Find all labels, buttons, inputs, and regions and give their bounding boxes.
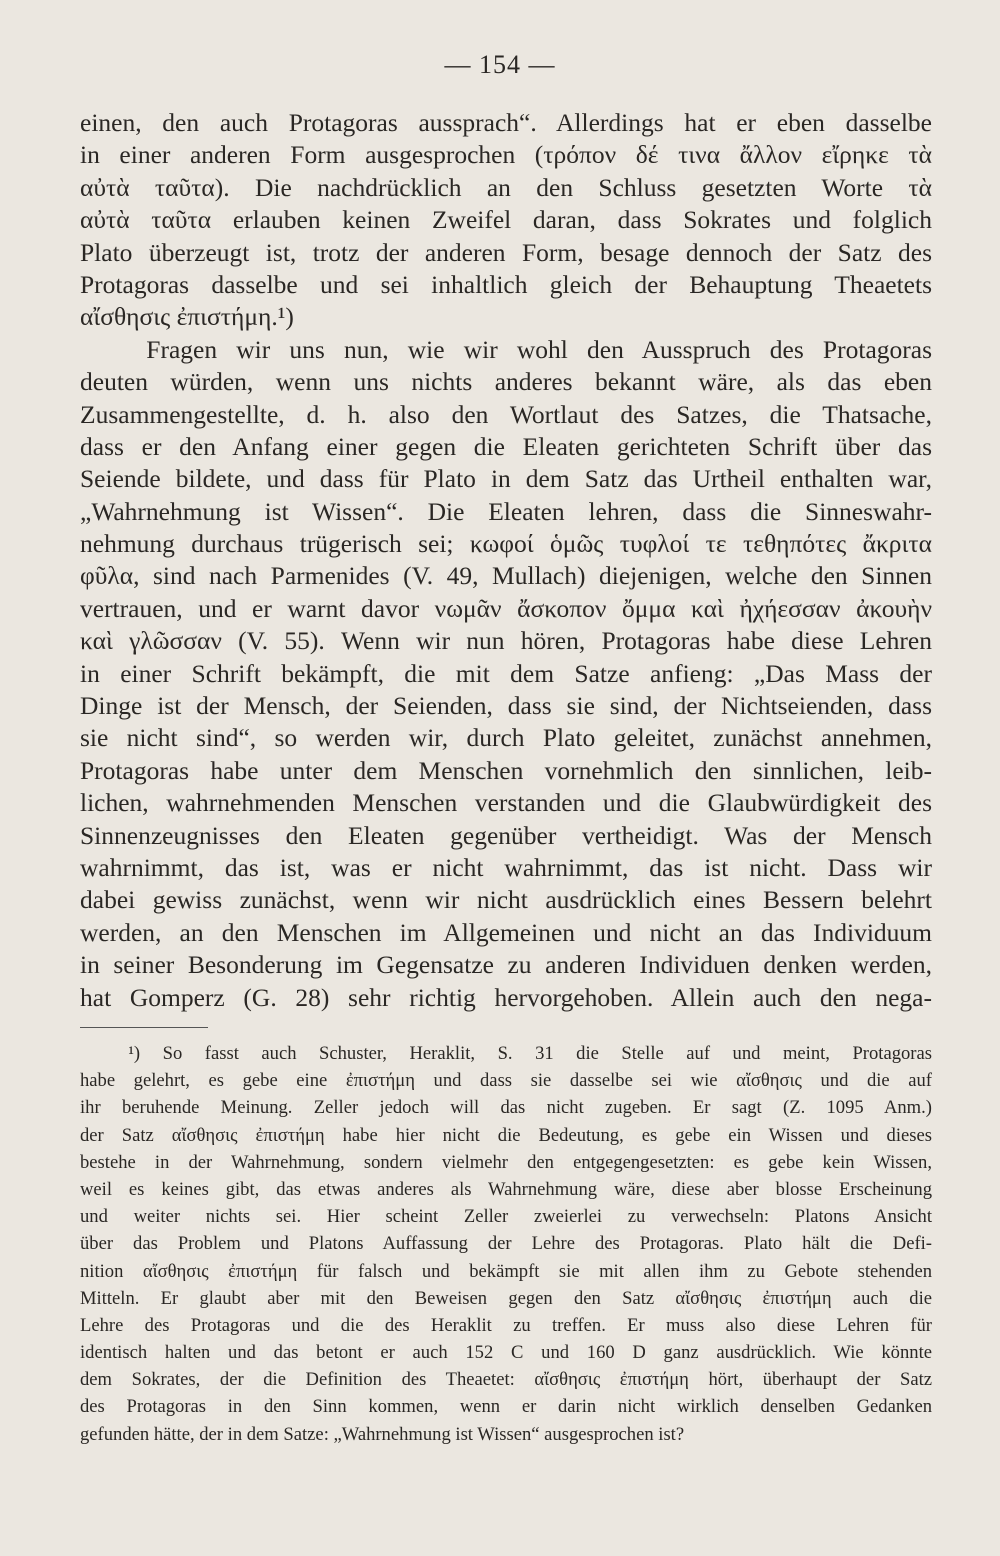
body-line: deuten würden, wenn uns nichts anderes bekannt wäre, als das eben bbox=[80, 367, 932, 397]
footnote-line: des Protagoras in den Sinn kommen, wenn er darin nicht wirklich denselben Gedanken bbox=[80, 1396, 932, 1418]
body-line: lichen, wahrnehmenden Menschen verstanden und die Glaubwürdigkeit des bbox=[80, 788, 932, 818]
body-line: Protagoras dasselbe und sei inhaltlich gleich der Behauptung Theaetets bbox=[80, 269, 932, 299]
footnote-line: habe gelehrt, es gebe eine ἐπιστήμη und dass sie dasselbe sei wie αἴσθησις und die auf bbox=[80, 1070, 932, 1092]
body-line: Protagoras habe unter dem Menschen vornehmlich den sinnlichen, leib- bbox=[80, 755, 932, 785]
body-line: αἴσθησις ἐπιστήμη.¹) bbox=[80, 302, 294, 332]
body-line: in einer Schrift bekämpft, die mit dem Satze anfieng: „Das Mass der bbox=[80, 658, 932, 688]
body-line: werden, an den Menschen im Allgemeinen und nicht an das Individuum bbox=[80, 917, 932, 947]
body-line: „Wahrnehmung ist Wissen“. Die Eleaten lehren, dass die Sinneswahr- bbox=[80, 496, 932, 526]
body-line: Seiende bildete, und dass für Plato in dem Satz das Urtheil enthalten war, bbox=[80, 464, 932, 494]
body-line: wahrnimmt, das ist, was er nicht wahrnimmt, das ist nicht. Dass wir bbox=[80, 852, 932, 882]
body-line: φῦλα, sind nach Parmenides (V. 49, Mullach) diejenigen, welche den Sinnen bbox=[80, 561, 932, 591]
footnote-line: Mitteln. Er glaubt aber mit den Beweisen gegen den Satz αἴσθησις ἐπιστήμη auch die bbox=[80, 1287, 932, 1309]
footnote-line: gefunden hätte, der in dem Satze: „Wahrnehmung ist Wissen“ ausgesprochen ist? bbox=[80, 1423, 685, 1445]
body-line: αὐτὰ ταῦτα). Die nachdrücklich an den Schluss gesetzten Worte τὰ bbox=[80, 172, 932, 202]
body-line: nehmung durchaus trügerisch sei; κωφοί ὁμῶς τυφλοί τε τεθηπότες ἄκριτα bbox=[80, 529, 932, 559]
body-line: einen, den auch Protagoras aussprach“. Allerdings hat er eben dasselbe bbox=[80, 108, 932, 137]
footnote-line: weil es keines gibt, das etwas anderes als Wahrnehmung wäre, diese aber blosse Erscheinung bbox=[80, 1178, 932, 1200]
footnote-line: identisch halten und das betont er auch 152 C und 160 D ganz ausdrücklich. Wie könnte bbox=[80, 1342, 932, 1364]
body-line: hat Gomperz (G. 28) sehr richtig hervorgehoben. Allein auch den nega- bbox=[80, 982, 932, 1012]
footnote-line: über das Problem und Platons Auffassung der Lehre des Protagoras. Plato hält die Defi- bbox=[80, 1233, 932, 1255]
body-line: in einer anderen Form ausgesprochen (τρόπον δέ τινα ἄλλον εἴρηκε τὰ bbox=[80, 140, 932, 170]
footnote-line: dem Sokrates, der die Definition des Theaetet: αἴσθησις ἐπιστήμη hört, überhaupt der Satz bbox=[80, 1369, 932, 1391]
footnote bbox=[80, 1040, 932, 1448]
body-text bbox=[80, 107, 932, 1014]
body-line: sie nicht sind“, so werden wir, durch Plato geleitet, zunächst annehmen, bbox=[80, 723, 932, 753]
body-line: in seiner Besonderung im Gegensatze zu anderen Individuen denken werden, bbox=[80, 950, 932, 980]
body-line: Dinge ist der Mensch, der Seienden, dass sie sind, der Nichtseienden, dass bbox=[80, 691, 932, 721]
body-line: Plato überzeugt ist, trotz der anderen Form, besage dennoch der Satz des bbox=[80, 237, 932, 267]
body-line: Fragen wir uns nun, wie wir wohl den Ausspruch des Protagoras bbox=[146, 334, 932, 364]
footnote-line: ihr beruhende Meinung. Zeller jedoch will das nicht zugeben. Er sagt (Z. 1095 Anm.) bbox=[80, 1097, 932, 1119]
body-line: vertrauen, und er warnt davor νωμᾶν ἄσκοπον ὄμμα καὶ ἠχήεσσαν ἀκουὴν bbox=[80, 593, 932, 623]
footnote-divider bbox=[80, 1027, 208, 1028]
footnote-line: ¹) So fasst auch Schuster, Heraklit, S. 31 die Stelle auf und meint, Protagoras bbox=[128, 1043, 932, 1064]
page-number: — 154 — bbox=[444, 50, 556, 79]
footnote-line: bestehe in der Wahrnehmung, sondern vielmehr den entgegengesetzten: es gebe kein Wissen, bbox=[80, 1151, 932, 1173]
footnote-line: der Satz αἴσθησις ἐπιστήμη habe hier nicht die Bedeutung, es gebe ein Wissen und dieses bbox=[80, 1124, 932, 1146]
body-line: Sinnenzeugnisses den Eleaten gegenüber vertheidigt. Was der Mensch bbox=[80, 820, 932, 850]
body-line: dass er den Anfang einer gegen die Eleaten gerichteten Schrift über das bbox=[80, 431, 932, 461]
footnote-line: Lehre des Protagoras und die des Heraklit zu treffen. Er muss also diese Lehren für bbox=[80, 1314, 932, 1336]
footnote-line: und weiter nichts sei. Hier scheint Zeller zweierlei zu verwechseln: Platons Ansicht bbox=[80, 1206, 932, 1228]
body-line: καὶ γλῶσσαν (V. 55). Wenn wir nun hören, Protagoras habe diese Lehren bbox=[80, 626, 932, 656]
body-line: αὐτὰ ταῦτα erlauben keinen Zweifel daran, dass Sokrates und folglich bbox=[80, 205, 932, 235]
body-line: dabei gewiss zunächst, wenn wir nicht ausdrücklich eines Bessern belehrt bbox=[80, 885, 932, 915]
footnote-line: nition αἴσθησις ἐπιστήμη für falsch und bekämpft sie mit allen ihm zu Gebote stehenden bbox=[80, 1260, 932, 1282]
body-line: Zusammengestellte, d. h. also den Wortlaut des Satzes, die Thatsache, bbox=[80, 399, 932, 429]
